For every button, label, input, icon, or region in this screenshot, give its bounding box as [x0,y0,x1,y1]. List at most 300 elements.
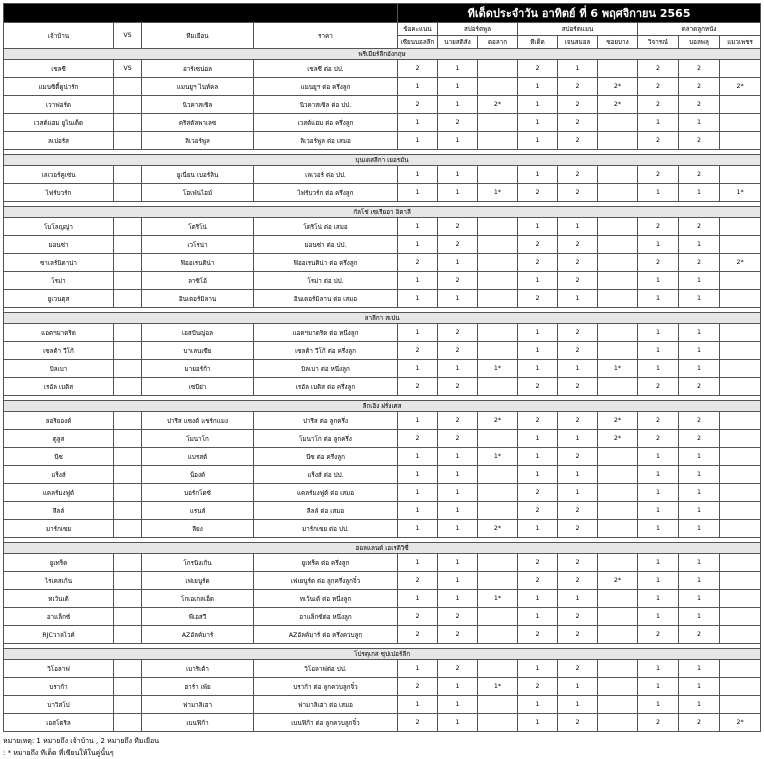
pick-cell: 1 [398,502,438,520]
vs-cell [114,166,142,184]
pick-cell: 1 [679,236,720,254]
home-team: เวาฟอร์ด [4,96,114,114]
pick-cell [720,166,761,184]
home-team: โบโลญญ่า [4,218,114,236]
pick-cell: 2 [558,554,598,572]
pick-cell: 1 [679,590,720,608]
pick-cell [598,696,638,714]
pick-cell: 2 [438,608,478,626]
tipster-header: ดอลาก [478,36,518,49]
home-team: วิโอลาฟ [4,660,114,678]
pick-cell [478,484,518,502]
pick-cell [598,218,638,236]
vs-cell [114,484,142,502]
pick-cell: 1 [679,608,720,626]
pick-cell: 1 [398,466,438,484]
pick-cell: 1 [558,60,598,78]
pick-cell [598,236,638,254]
tipster-header: วิจารณ์ [638,36,679,49]
pick-cell: 1 [679,114,720,132]
match-row [4,608,761,626]
home-team: มอนซ่า [4,236,114,254]
league-row [4,49,761,60]
pick-cell: 1 [438,554,478,572]
pick-cell [720,448,761,466]
pick-cell: 2 [638,430,679,448]
match-row [4,132,761,150]
away-team: โตริโน่ [142,218,254,236]
pick-cell: 1 [638,114,679,132]
tips-table [3,3,761,732]
pick-cell: 1 [558,696,598,714]
pick-cell: 1 [518,714,558,732]
pick-cell: 1 [638,608,679,626]
away-team: แมนยูฯ ไนท์คล [142,78,254,96]
away-team: เซบีย่า [142,378,254,396]
pick-cell: 1 [518,590,558,608]
pick-cell [598,554,638,572]
pick-cell: 2 [398,60,438,78]
pick-cell: 1 [638,572,679,590]
pick-cell: 2* [598,430,638,448]
pick-cell: 1 [438,254,478,272]
league-row [4,401,761,412]
vs-cell [114,520,142,538]
pick-cell: 2 [558,132,598,150]
pick-cell [720,132,761,150]
away-team: ฮาร์า เพ้ย [142,678,254,696]
pick-cell: 1* [478,448,518,466]
handicap-price: เชลซี ต่อ ปป. [254,60,398,78]
pick-cell [478,290,518,308]
pick-cell: 1 [558,590,598,608]
pick-cell: 2 [679,412,720,430]
vs-cell [114,324,142,342]
pick-cell: 2 [638,78,679,96]
handicap-price: แร็งส์ ต่อ ปป. [254,466,398,484]
away-team: เวโรน่า [142,236,254,254]
pick-cell: 1 [518,272,558,290]
away-team: นิวคาสเซิล [142,96,254,114]
league-name: โปรตุเกส ซุปเปอร์ลีก [4,649,761,660]
pick-cell: 2 [438,660,478,678]
pick-cell [598,466,638,484]
home-team: เวสต์แฮม ยูไนเต็ด [4,114,114,132]
pick-cell: 1 [679,448,720,466]
tipster-header: ซอยบาง [598,36,638,49]
pick-cell: 2 [438,342,478,360]
pick-cell: 2 [518,60,558,78]
table-body [4,49,761,732]
pick-cell: 1 [679,184,720,202]
pick-cell: 1 [558,678,598,696]
home-team: ทเว้นเต้ [4,590,114,608]
vs-cell [114,290,142,308]
pick-cell [478,132,518,150]
pick-cell: 1 [438,714,478,732]
pick-cell [598,520,638,538]
away-team: เอสปันญ่อล [142,324,254,342]
vs-cell [114,448,142,466]
handicap-price: เบนฟิก้า ต่อ ลูกควบลูกจิ๋ว [254,714,398,732]
pick-cell: 1 [558,218,598,236]
group-header: สปอร์ตพูล [438,23,518,36]
title-left-spacer [4,4,398,23]
pick-cell [720,660,761,678]
pick-cell: 2 [438,272,478,290]
pick-cell: 1 [558,484,598,502]
group-header: ตลาดลูกหนัง [638,23,761,36]
pick-cell [720,696,761,714]
pick-cell: 2 [398,626,438,644]
pick-cell: 2 [438,236,478,254]
pick-cell: 2* [478,520,518,538]
pick-cell: 1 [438,678,478,696]
match-row [4,430,761,448]
pick-cell: 1 [679,660,720,678]
match-row [4,254,761,272]
league-name: กัลโช่ เซเรียอา อิตาลี [4,207,761,218]
pick-cell [720,554,761,572]
away-team: โฮเฟ่นไฮม์ [142,184,254,202]
pick-cell: 2 [638,412,679,430]
away-team: บาเลนเซีย [142,342,254,360]
footnote-line: : * หมายถึง ทีเด็ด ที่เซียนให้ในคู่นั้นๆ [3,749,114,757]
vs-cell [114,184,142,202]
league-name: บุนเดสลีกา เยอรมัน [4,155,761,166]
pick-cell: 2 [438,412,478,430]
pick-cell [720,626,761,644]
league-row [4,155,761,166]
match-row [4,502,761,520]
pick-cell: 1 [638,184,679,202]
pick-cell [478,342,518,360]
pick-cell: 2 [518,236,558,254]
pick-cell [598,114,638,132]
pick-cell: 1 [398,218,438,236]
home-team: แมนซิตี้ดูน่ารัก [4,78,114,96]
pick-cell [478,324,518,342]
pick-cell [478,236,518,254]
away-team: ลาซิโอ้ [142,272,254,290]
league-name: ลาลีกา สเปน [4,313,761,324]
away-team: AZอัลค์มาร์ [142,626,254,644]
away-team: ฟิออเรนติน่า [142,254,254,272]
pick-cell: 2 [558,608,598,626]
pick-cell: 1 [638,520,679,538]
pick-cell: 2 [438,218,478,236]
vs-cell [114,272,142,290]
pick-cell: 1 [518,96,558,114]
vs-cell [114,572,142,590]
pick-cell [598,272,638,290]
vs-cell [114,714,142,732]
pick-cell [598,290,638,308]
pick-cell [478,608,518,626]
pick-cell [598,502,638,520]
pick-cell [720,96,761,114]
pick-cell: 1 [638,502,679,520]
pick-cell [720,218,761,236]
pick-cell: 1 [638,448,679,466]
pick-cell [720,520,761,538]
pick-cell: 2* [478,412,518,430]
pick-cell: 1 [518,696,558,714]
match-row [4,184,761,202]
pick-cell: 2 [438,626,478,644]
pick-cell: 2 [518,290,558,308]
vs-cell [114,590,142,608]
handicap-price: ลีลล์ ต่อ เสมอ [254,502,398,520]
pick-cell: 1* [478,590,518,608]
pick-cell: 2 [638,378,679,396]
home-team: ไฟร์บวร์ก [4,184,114,202]
handicap-price: นีซ ต่อ ครึ่งลูก [254,448,398,466]
match-row [4,448,761,466]
home-team: บราก้า [4,678,114,696]
pick-cell [720,114,761,132]
vs-cell [114,626,142,644]
vs-cell [114,114,142,132]
pick-cell: 1 [438,360,478,378]
pick-cell: 2 [558,520,598,538]
pick-cell: 1* [598,360,638,378]
pick-cell: 1 [518,218,558,236]
pick-cell: 1 [679,360,720,378]
pick-cell: 1 [398,590,438,608]
pick-cell: 1 [518,114,558,132]
pick-cell: 1 [438,184,478,202]
pick-cell: 2 [518,412,558,430]
pick-cell: 1 [558,466,598,484]
handicap-price: บิลเบา ต่อ หนึ่งลูก [254,360,398,378]
match-row [4,714,761,732]
pick-cell: 2 [638,626,679,644]
away-team: บอร์กโดซ์ [142,484,254,502]
pick-cell: 1 [438,696,478,714]
match-row [4,290,761,308]
pick-cell: 2 [679,60,720,78]
pick-cell [720,290,761,308]
vs-cell [114,678,142,696]
pick-cell: 2 [438,378,478,396]
away-team: โกรนิงเก้น [142,554,254,572]
match-row [4,360,761,378]
pick-cell: 1* [478,678,518,696]
pick-cell: 2* [598,412,638,430]
handicap-price: ไฟร์บวร์ก ต่อ ครึ่งลูก [254,184,398,202]
pick-cell: 2 [558,502,598,520]
pick-cell [720,60,761,78]
pick-cell: 1 [518,430,558,448]
match-row [4,412,761,430]
pick-cell [598,166,638,184]
pick-cell [478,626,518,644]
pick-cell: 1 [638,590,679,608]
pick-cell: 2 [398,378,438,396]
pick-cell [720,466,761,484]
pick-cell: 1 [679,502,720,520]
pick-cell: 2 [518,572,558,590]
vs-cell [114,378,142,396]
pick-cell: 1* [478,360,518,378]
pick-cell: 1 [438,60,478,78]
match-row [4,572,761,590]
pick-cell: 1 [638,342,679,360]
match-row [4,324,761,342]
pick-cell: 1 [518,342,558,360]
pick-cell [598,132,638,150]
pick-cell: 2 [518,502,558,520]
pick-cell [598,590,638,608]
pick-cell: 1 [679,572,720,590]
match-row [4,236,761,254]
pick-cell: 2 [558,626,598,644]
pick-cell: 1 [638,678,679,696]
pick-cell [720,236,761,254]
pick-cell: 2 [558,272,598,290]
vs-cell: VS [114,60,142,78]
handicap-price: มาร์กเซย ต่อ ปป. [254,520,398,538]
pick-cell: 2 [558,324,598,342]
group-header: ข้อคะแนน [398,23,438,36]
away-team: โมนาโก [142,430,254,448]
pick-cell [720,272,761,290]
pick-cell [598,714,638,732]
pick-cell: 1* [478,184,518,202]
pick-cell: 1 [638,466,679,484]
pick-cell: 2 [638,254,679,272]
pick-cell: 1 [679,290,720,308]
pick-cell: 1 [518,448,558,466]
pick-cell [478,60,518,78]
match-row [4,626,761,644]
pick-cell: 1 [438,78,478,96]
pick-cell: 1 [558,430,598,448]
handicap-price: เฟเยนูร์ด ต่อ ลูกครึ่งลูกจิ๋ว [254,572,398,590]
pick-cell: 2* [720,78,761,96]
group-header: สปอร์ตแมน [518,23,638,36]
pick-cell [478,114,518,132]
pick-cell [598,448,638,466]
pick-cell [598,626,638,644]
match-row [4,78,761,96]
pick-cell: 2 [558,254,598,272]
pick-cell: 2 [558,660,598,678]
pick-cell: 1 [398,324,438,342]
pick-cell: 2 [398,96,438,114]
match-row [4,272,761,290]
pick-cell [478,430,518,448]
pick-cell: 2 [679,166,720,184]
pick-cell: 2 [679,714,720,732]
vs-cell [114,96,142,114]
pick-cell: 2 [638,60,679,78]
pick-cell: 2 [518,378,558,396]
match-row [4,484,761,502]
pick-cell [598,60,638,78]
pick-cell: 1 [679,554,720,572]
pick-cell [720,484,761,502]
handicap-price: อาแล็กซ์ต่อ หนึ่งลูก [254,608,398,626]
pick-cell: 2 [398,342,438,360]
pick-cell: 1 [398,360,438,378]
pick-cell: 2 [398,678,438,696]
pick-cell [598,324,638,342]
away-team: อินเตอร์มิลาน [142,290,254,308]
pick-cell: 2 [558,714,598,732]
away-team: ยูเนี่ยน เบอร์ลิน [142,166,254,184]
vs-cell [114,430,142,448]
home-team: เชลซี [4,60,114,78]
handicap-price: โมนาโก ต่อ ลูกครึ่ง [254,430,398,448]
pick-cell [478,696,518,714]
pick-cell [720,430,761,448]
pick-cell [478,218,518,236]
tipster-header: แมวเพชร [720,36,761,49]
home-team: มาร์กเซย [4,520,114,538]
handicap-price: เวสต์แฮม ต่อ ครึ่งลูก [254,114,398,132]
vs-cell [114,554,142,572]
match-row [4,696,761,714]
vs-cell [114,660,142,678]
pick-cell: 1 [398,166,438,184]
match-row [4,466,761,484]
pick-cell: 1 [398,272,438,290]
table-header [4,4,761,49]
pick-cell: 1 [638,660,679,678]
match-row [4,218,761,236]
league-row [4,313,761,324]
pick-cell: 1 [438,166,478,184]
home-team: ตูลูส [4,430,114,448]
pick-cell: 1 [518,608,558,626]
pick-cell [478,166,518,184]
pick-cell: 2* [598,78,638,96]
vs-cell [114,218,142,236]
pick-cell [478,554,518,572]
pick-cell: 1 [638,484,679,502]
handicap-price: ทเว้นเต้ ต่อ หนึ่งลูก [254,590,398,608]
page-title: ทีเด็ดประจำวัน อาทิตย์ ที่ 6 พฤศจิกายน 2565 [398,4,761,23]
home-team: ลอริยองต์ [4,412,114,430]
home-team: แคลร์มงฟูต์ [4,484,114,502]
match-row [4,114,761,132]
pick-cell [720,342,761,360]
away-team: พีเอสวี [142,608,254,626]
pick-cell: 1 [518,466,558,484]
pick-cell [720,572,761,590]
pick-cell: 2 [638,218,679,236]
pick-cell: 1 [438,502,478,520]
footnote-line: หมายเหตุ: 1 หมายถึง เจ้าบ้าน , 2 หมายถึง ทีมเยือน [3,737,160,745]
pick-cell: 2 [638,166,679,184]
pick-cell: 1 [679,342,720,360]
pick-cell: 2 [398,430,438,448]
pick-cell: 2* [598,572,638,590]
vs-cell [114,608,142,626]
pick-cell [478,272,518,290]
away-team: อาร์เซน่อล [142,60,254,78]
home-team: เรอัล เบติส [4,378,114,396]
pick-cell [720,502,761,520]
pick-cell: 1 [438,520,478,538]
pick-cell: 2 [679,430,720,448]
pick-cell: 1 [398,554,438,572]
pick-cell [720,360,761,378]
league-row [4,543,761,554]
pick-cell: 2 [679,626,720,644]
